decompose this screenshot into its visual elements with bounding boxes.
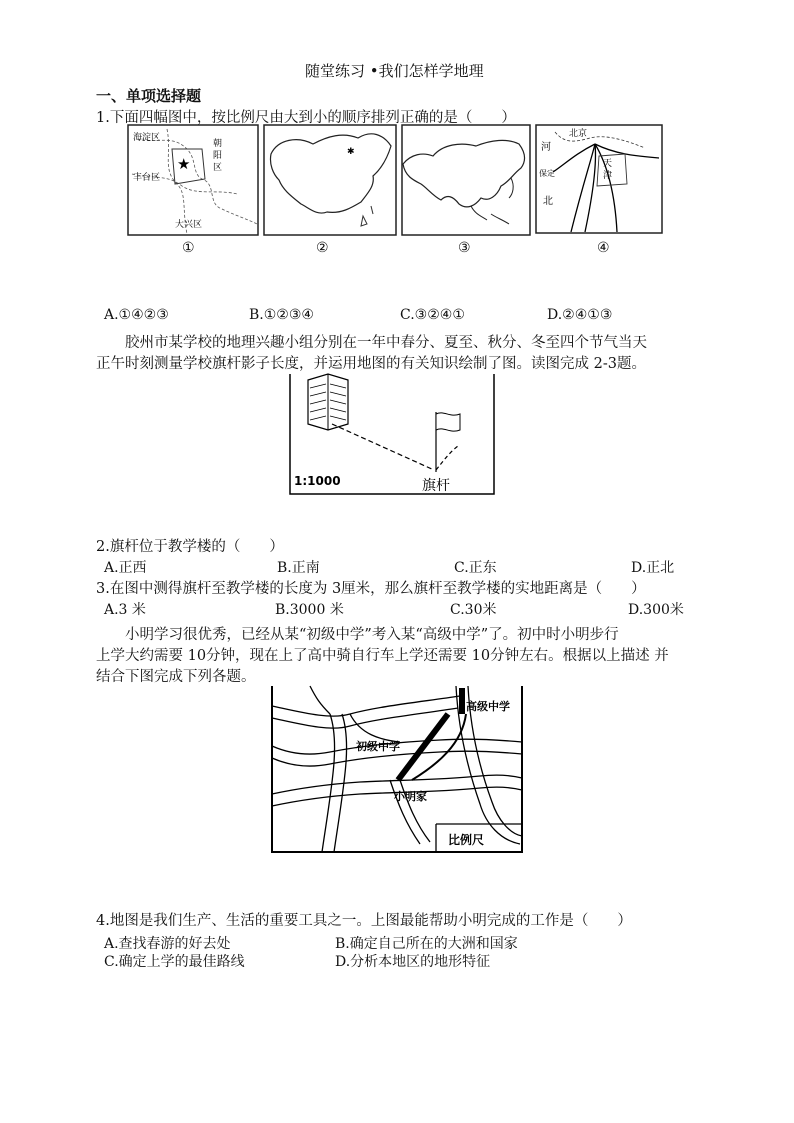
q3-option-a[interactable]: A.3 米 — [104, 602, 146, 618]
map-4-caption: ④ — [597, 240, 610, 256]
map-2-caption: ② — [316, 240, 329, 256]
map-1-star-icon: ★ — [177, 155, 191, 173]
passage-1-line-2: 正午时刻测量学校旗杆影子长度，并运用地图的有关知识绘制了图。读图完成 2-3题。 — [96, 356, 646, 372]
q1-option-a[interactable]: A.①④②③ — [104, 307, 169, 323]
map-1-beijing-districts — [127, 124, 259, 236]
map-1-caption: ① — [182, 240, 195, 256]
map-1-label-chao: 朝 — [213, 139, 223, 149]
q2-option-d[interactable]: D.正北 — [631, 560, 675, 576]
section-heading: 一、单项选择题 — [96, 87, 202, 105]
figure-building-flagpole — [288, 372, 498, 498]
map-label-xiaoming-home: 小明家 — [394, 790, 427, 803]
q3-option-b[interactable]: B.3000 米 — [275, 602, 344, 618]
passage-2-line-3: 结合下图完成下列各题。 — [96, 669, 256, 685]
map-1-label-fengtai: 丰台区 — [133, 173, 161, 183]
q3-option-c[interactable]: C.30米 — [450, 602, 497, 618]
q1-option-b[interactable]: B.①②③④ — [249, 307, 314, 323]
q1-option-c[interactable]: C.③②④① — [400, 307, 465, 323]
building-icon — [308, 374, 348, 430]
q1-option-d[interactable]: D.②④①③ — [547, 307, 613, 323]
map-4-label-bei: 北 — [543, 196, 553, 207]
passage-1-line-1: 胶州市某学校的地理兴趣小组分别在一年中春分、夏至、秋分、冬至四个节气当天 — [125, 335, 647, 351]
passage-2-line-1: 小明学习很优秀，已经从某“初级中学”考入某“高级中学”了。初中时小明步行 — [125, 627, 619, 643]
q4-option-a[interactable]: A.查找春游的好去处 — [104, 936, 231, 952]
map-label-scale: 比例尺 — [448, 833, 485, 847]
figure-scale-label: 1:1000 — [294, 474, 341, 488]
map-4-label-tian: 天 — [603, 159, 613, 169]
map-label-junior-school: 初级中学 — [356, 740, 400, 753]
map-4-label-beijing: 北京 — [569, 129, 588, 139]
question-4-stem: 4.地图是我们生产、生活的重要工具之一。上图最能帮助小明完成的工作是（ ） — [96, 913, 632, 929]
q3-option-d[interactable]: D.300米 — [628, 602, 684, 618]
figure-flagpole-label: 旗杆 — [422, 478, 450, 494]
map-4-label-baoding: 保定 — [539, 169, 555, 178]
map-1-label-haidian: 海淀区 — [133, 133, 161, 143]
map-1-label-qu: 区 — [213, 163, 223, 173]
map-4-label-jin: 津 — [603, 171, 613, 181]
figure-street-map — [270, 684, 526, 856]
q4-option-b[interactable]: B.确定自己所在的大洲和国家 — [335, 936, 518, 952]
passage-2-line-2: 上学大约需要 10分钟，现在上了高中骑自行车上学还需要 10分钟左右。根据以上描述 并 — [96, 648, 669, 664]
page-title: 随堂练习 •我们怎样学地理 — [305, 62, 484, 80]
flag-icon — [436, 412, 460, 472]
question-1-stem: 1.下面四幅图中，按比例尺由大到小的顺序排列正确的是（ ） — [96, 110, 516, 126]
question-2-stem: 2.旗杆位于教学楼的（ ） — [96, 539, 284, 555]
map-4-label-he: 河 — [541, 142, 551, 153]
q2-option-a[interactable]: A.正西 — [104, 560, 147, 576]
question-3-stem: 3.在图中测得旗杆至教学楼的长度为 3厘米，那么旗杆至教学楼的实地距离是（ ） — [96, 581, 646, 597]
map-2-china — [263, 124, 397, 236]
map-2-star-icon: ✱ — [347, 147, 355, 157]
map-1-label-yang: 阳 — [213, 151, 223, 161]
map-1-label-daxing: 大兴区 — [175, 220, 203, 230]
q4-option-c[interactable]: C.确定上学的最佳路线 — [104, 954, 245, 970]
map-3-asia — [401, 124, 531, 236]
q2-option-b[interactable]: B.正南 — [277, 560, 320, 576]
map-3-caption: ③ — [458, 240, 471, 256]
q4-option-d[interactable]: D.分析本地区的地形特征 — [335, 954, 491, 970]
q2-option-c[interactable]: C.正东 — [454, 560, 497, 576]
map-4-beijing-tianjin — [535, 124, 663, 234]
map-label-senior-school: 高级中学 — [466, 700, 510, 713]
